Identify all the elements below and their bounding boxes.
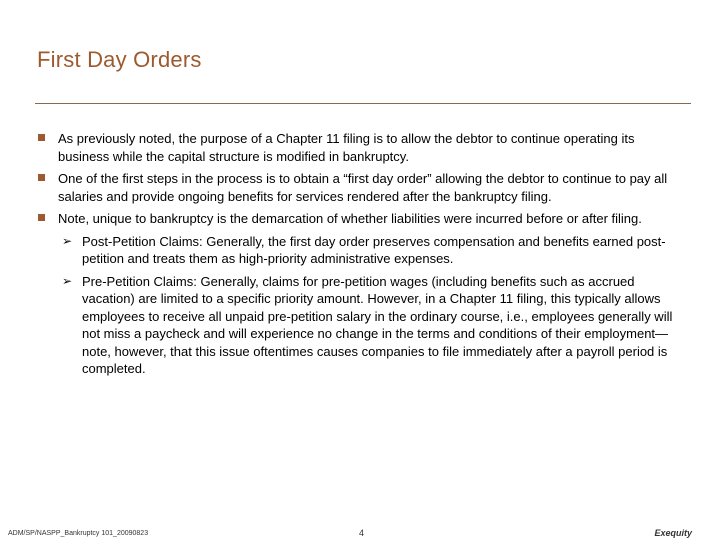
sub-bullet-item — [36, 273, 684, 378]
bullet-item — [36, 130, 684, 165]
bullet-item — [36, 210, 684, 228]
footer-brand: Exequity — [654, 528, 692, 538]
arrow-bullet-icon: ➢ — [62, 233, 73, 248]
square-bullet-icon — [38, 174, 45, 181]
page-number: 4 — [359, 528, 365, 538]
slide-body — [36, 130, 684, 383]
arrow-bullet-icon: ➢ — [62, 273, 73, 288]
footer-doc-id: ADM/SP/NASPP_Bankruptcy 101_20090823 — [8, 530, 149, 537]
bullet-text: One of the first steps in the process is to obtain a “first day order” allowing the debtor to continue to pay all salaries and provide ongoing benefits for services rendered after the bankruptcy filing. — [58, 171, 668, 204]
bullet-text: As previously noted, the purpose of a Chapter 11 filing is to allow the debtor to continue operating its business while the capital structure is modified in bankruptcy. — [58, 131, 635, 164]
bullet-text: Note, unique to bankruptcy is the demarcation of whether liabilities were incurred before or after filing. — [58, 211, 642, 226]
slide-title: First Day Orders — [37, 47, 202, 72]
square-bullet-icon — [38, 214, 45, 221]
sub-bullet-text: Pre-Petition Claims: Generally, claims for pre-petition wages (including benefits such as accrued vacation) are limited to a specific priority amount. However, in a Chapter 11 filing, this typically allows employees to receive all unpaid pre-petition salary in the ordinary course, i.e., employees generally will not miss a paycheck and will experience no change in the terms and conditions of their employment—note, however, that this issue oftentimes causes companies to file immediately after a payroll period is completed. — [82, 273, 673, 376]
sub-bullet-text: Post-Petition Claims: Generally, the first day order preserves compensation and benefits earned post-petition and treats them as high-priority administrative expenses. — [82, 233, 666, 266]
bullet-item — [36, 170, 684, 205]
sub-bullet-item — [36, 233, 684, 268]
title-divider — [35, 103, 691, 104]
square-bullet-icon — [38, 134, 45, 141]
